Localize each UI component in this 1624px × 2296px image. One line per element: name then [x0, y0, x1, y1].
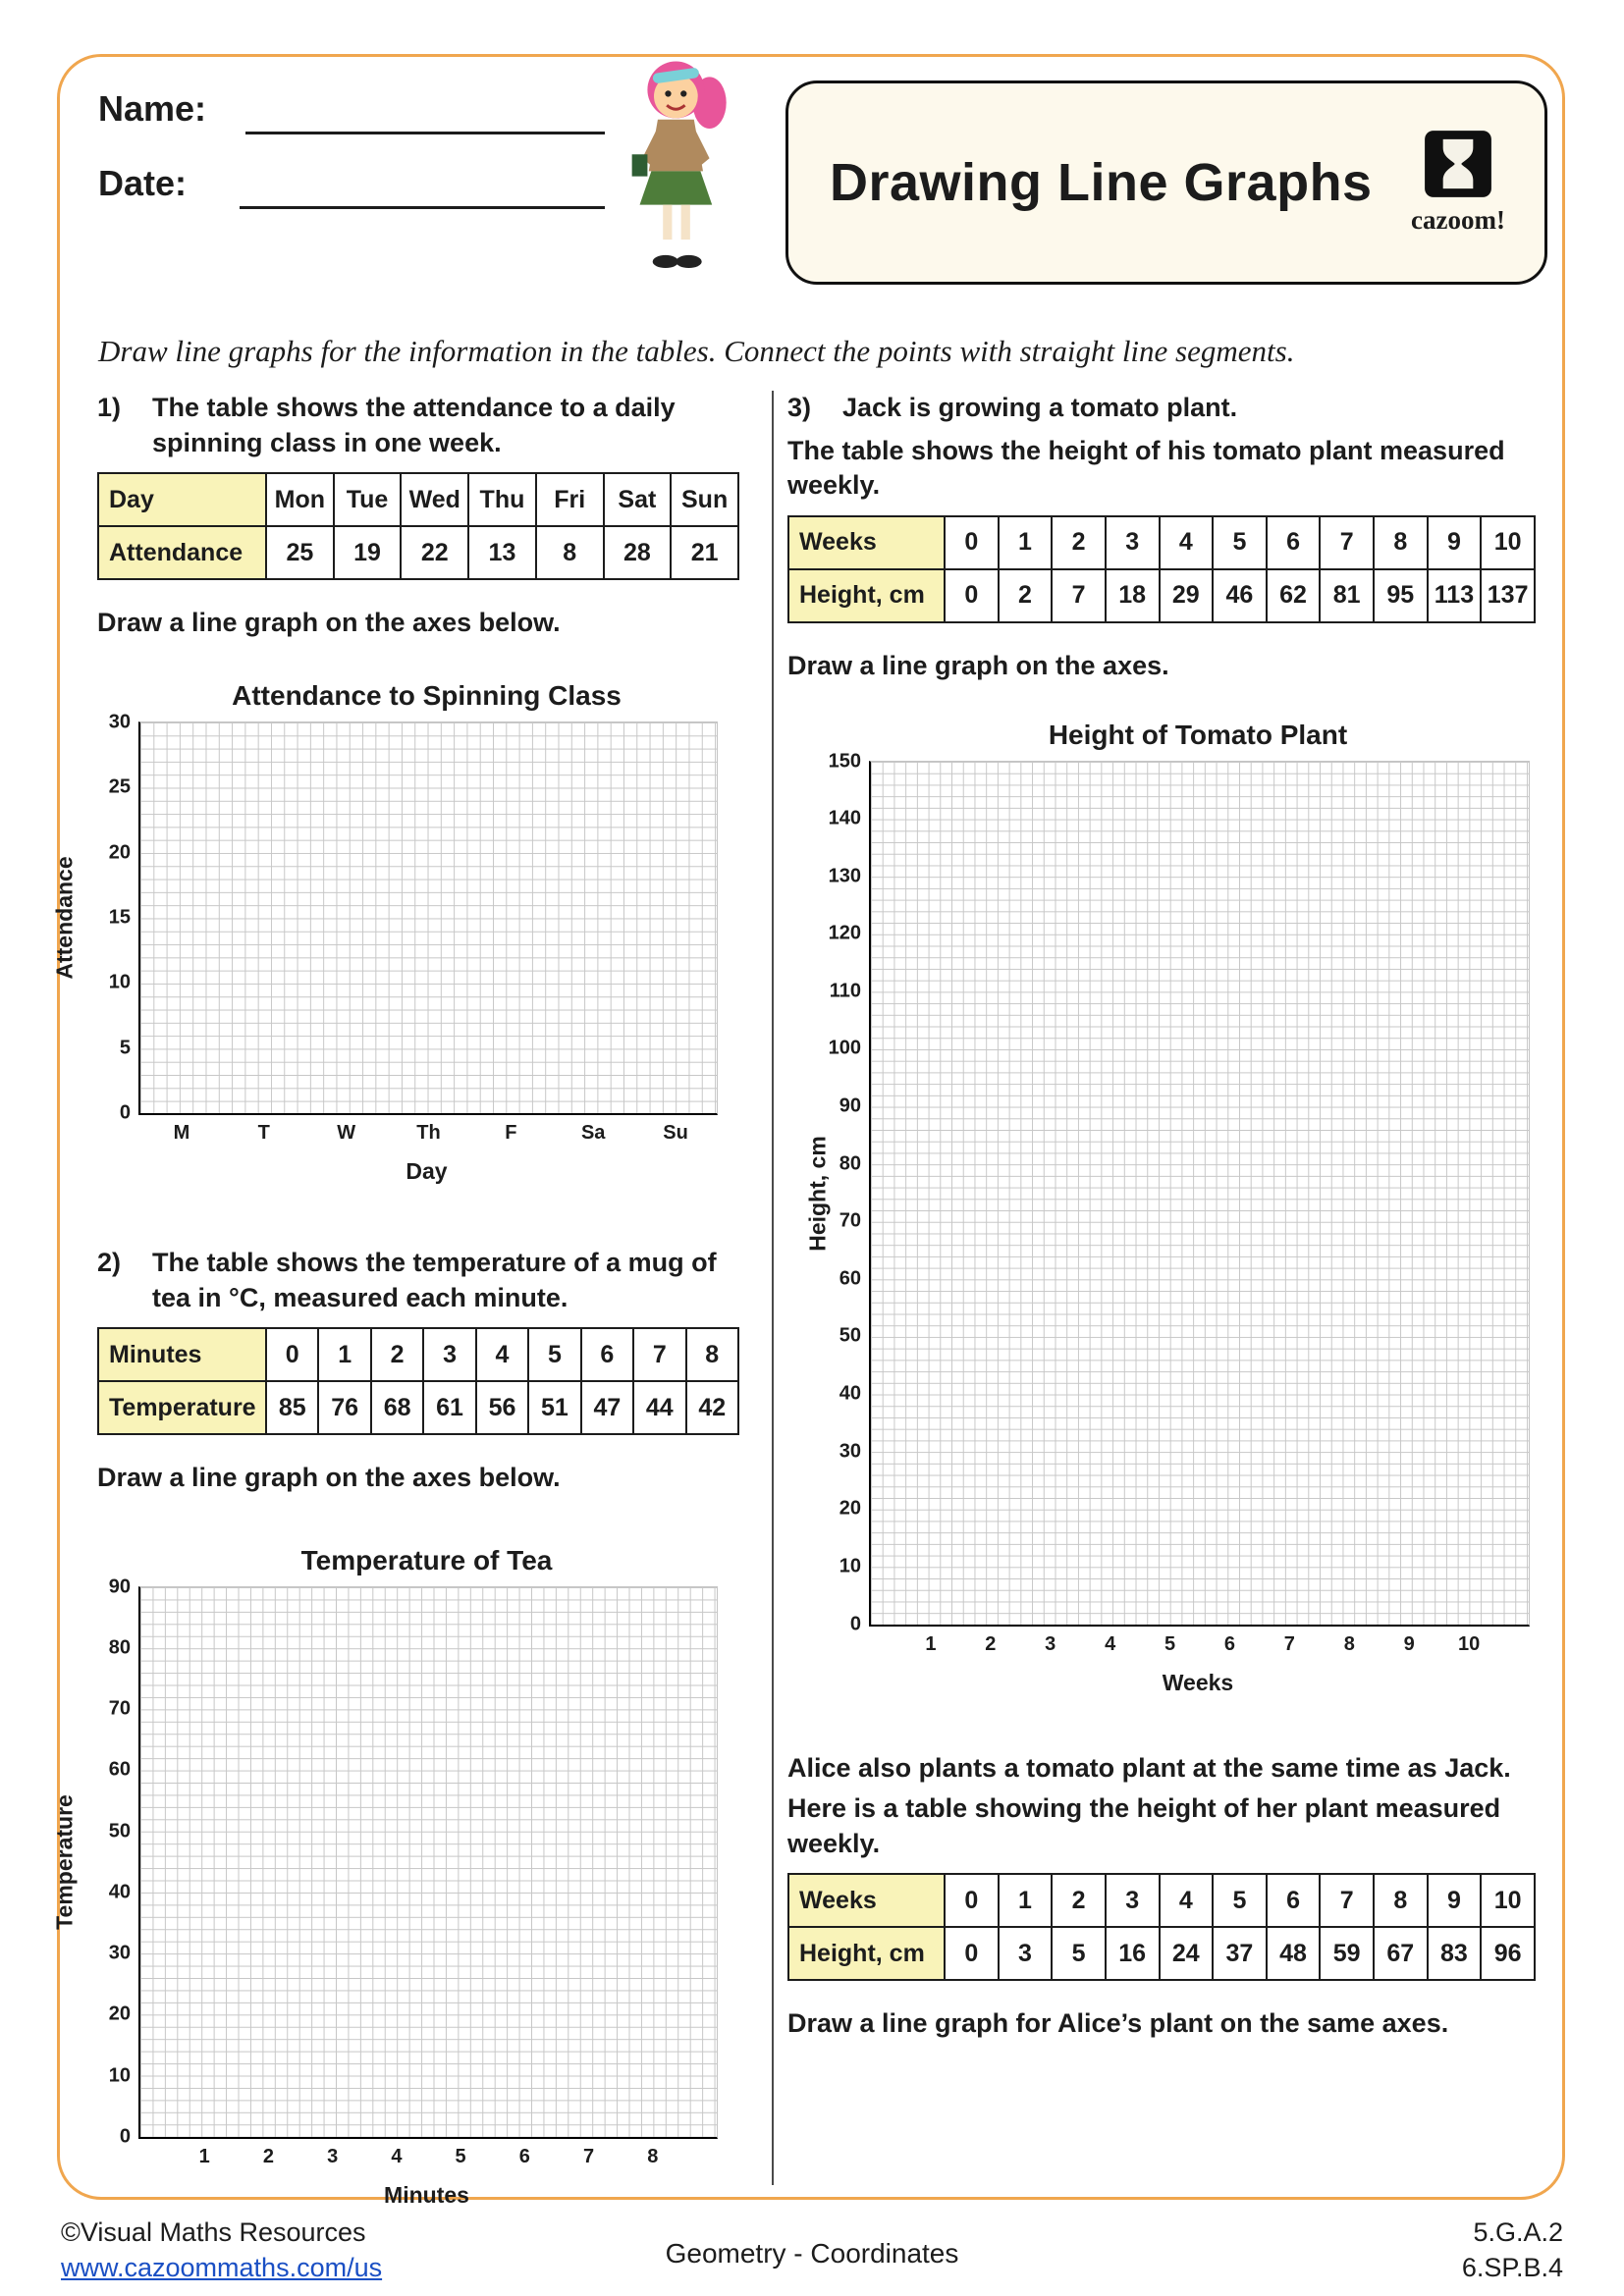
left-column [51, 391, 743, 2209]
data-cell: 28 [604, 526, 672, 579]
data-cell: 62 [1267, 569, 1321, 622]
data-cell: 1 [999, 1874, 1053, 1927]
footer-standards [1462, 2215, 1563, 2286]
table-row [98, 473, 738, 526]
y-axis-title: Attendance [51, 856, 78, 980]
name-label: Name: [98, 88, 207, 129]
data-cell: 51 [528, 1381, 580, 1434]
data-cell: 7 [1320, 1874, 1374, 1927]
y-tick-label: 110 [829, 980, 861, 1002]
data-cell: 1 [999, 516, 1053, 569]
data-cell: 3 [1106, 516, 1160, 569]
data-cell: 3 [999, 1927, 1053, 1980]
x-tick-label: 2 [262, 2145, 274, 2167]
x-tick-label: F [505, 1121, 517, 1144]
question-1-draw-instruction: Draw a line graph on the axes below. [97, 608, 561, 638]
table-row [98, 1381, 738, 1434]
data-cell: 0 [945, 516, 999, 569]
tomato-chart-grid[interactable] [828, 750, 1530, 1655]
x-tick-label: T [257, 1121, 270, 1144]
chart-title: Height of Tomato Plant [1048, 719, 1348, 750]
row-header-cell: Height, cm [788, 569, 945, 622]
data-cell: 47 [581, 1381, 633, 1434]
temperature-table [97, 1327, 739, 1435]
y-tick-label: 20 [108, 841, 131, 864]
question-3-draw-instruction: Draw a line graph on the axes. [787, 650, 1169, 680]
y-tick-label: 100 [828, 1037, 861, 1059]
footer-standard-code-1: 5.G.A.2 [1473, 2217, 1563, 2247]
y-tick-label: 0 [849, 1613, 861, 1634]
data-cell: 96 [1481, 1927, 1535, 1980]
y-tick-label: 130 [828, 865, 861, 887]
alice-text-line1: Alice also plants a tomato plant at the same time as Jack. [787, 1752, 1511, 1783]
data-cell: 8 [536, 526, 604, 579]
data-cell: 59 [1320, 1927, 1374, 1980]
data-cell: 8 [1374, 516, 1428, 569]
data-cell: 9 [1428, 1874, 1482, 1927]
chart-title: Temperature of Tea [300, 1544, 553, 1575]
data-cell: 46 [1213, 569, 1267, 622]
data-cell: 85 [266, 1381, 318, 1434]
temperature-chart-grid[interactable] [108, 1575, 718, 2167]
data-cell: 5 [1213, 516, 1267, 569]
y-tick-label: 40 [839, 1382, 861, 1405]
footer-topic: Geometry - Coordinates [665, 2238, 959, 2269]
data-cell: 2 [1052, 516, 1106, 569]
y-tick-label: 30 [839, 1440, 861, 1463]
data-cell: 10 [1481, 516, 1535, 569]
data-cell: 8 [1374, 1874, 1428, 1927]
table-row [788, 1927, 1535, 1980]
alice-plant-table [787, 1873, 1536, 1981]
data-cell: 68 [371, 1381, 423, 1434]
question-3-text: Jack is growing a tomato plant. [842, 393, 1238, 422]
data-cell: 7 [633, 1328, 685, 1381]
data-cell: 16 [1106, 1927, 1160, 1980]
y-tick-label: 25 [108, 775, 131, 798]
x-tick-label: 1 [198, 2145, 210, 2167]
data-cell: 5 [1213, 1874, 1267, 1927]
data-cell: 37 [1213, 1927, 1267, 1980]
question-1-number: 1) [97, 393, 122, 422]
row-header-cell: Temperature [98, 1381, 266, 1434]
y-tick-label: 10 [839, 1555, 861, 1577]
data-cell: 4 [1160, 1874, 1214, 1927]
table-row [98, 526, 738, 579]
y-tick-label: 150 [828, 750, 861, 772]
row-header-cell: Day [98, 473, 266, 526]
y-tick-label: 80 [839, 1152, 861, 1175]
y-tick-label: 50 [108, 1820, 131, 1842]
x-tick-label: 6 [518, 2145, 530, 2167]
attendance-chart-grid[interactable] [108, 711, 718, 1144]
x-tick-label: 2 [985, 1632, 997, 1655]
data-cell: Wed [401, 473, 468, 526]
data-cell: 81 [1320, 569, 1374, 622]
data-cell: 1 [318, 1328, 370, 1381]
question-2-draw-instruction: Draw a line graph on the axes below. [97, 1463, 561, 1493]
y-tick-label: 10 [108, 2064, 131, 2087]
data-cell: 48 [1267, 1927, 1321, 1980]
footer-website-link[interactable]: www.cazoommaths.com/us [61, 2253, 383, 2283]
y-tick-label: 120 [828, 922, 861, 944]
data-cell: 0 [945, 1927, 999, 1980]
row-header-cell: Weeks [788, 1874, 945, 1927]
data-cell: Tue [334, 473, 402, 526]
data-cell: 6 [1267, 1874, 1321, 1927]
data-cell: 5 [528, 1328, 580, 1381]
date-blank-line [240, 173, 605, 209]
x-tick-label: 9 [1403, 1632, 1415, 1655]
x-tick-label: Su [663, 1121, 688, 1144]
data-cell: 76 [318, 1381, 370, 1434]
question-1 [97, 391, 743, 460]
data-cell: 25 [266, 526, 334, 579]
x-tick-label: 5 [1164, 1632, 1176, 1655]
data-cell: Sun [671, 473, 738, 526]
data-cell: 6 [581, 1328, 633, 1381]
x-tick-label: W [337, 1121, 356, 1144]
data-cell: 18 [1106, 569, 1160, 622]
data-cell: 24 [1160, 1927, 1214, 1980]
attendance-table [97, 472, 739, 580]
column-divider [772, 391, 774, 2185]
question-3 [787, 391, 1536, 426]
row-header-cell: Attendance [98, 526, 266, 579]
y-tick-label: 0 [119, 1101, 131, 1124]
x-tick-label: M [173, 1121, 190, 1144]
footer-standard-code-2: 6.SP.B.4 [1461, 2253, 1563, 2283]
y-tick-label: 140 [828, 807, 861, 829]
data-cell: 137 [1481, 569, 1535, 622]
data-cell: Sat [604, 473, 672, 526]
data-cell: 9 [1428, 516, 1482, 569]
y-axis-title: Temperature [51, 1794, 78, 1931]
y-tick-label: 20 [839, 1497, 861, 1520]
y-tick-label: 90 [839, 1095, 861, 1117]
x-tick-label: 6 [1223, 1632, 1236, 1655]
data-cell: 7 [1052, 569, 1106, 622]
data-cell: 0 [945, 569, 999, 622]
footer-copyright: ©Visual Maths Resources [61, 2217, 366, 2247]
chart-title: Attendance to Spinning Class [232, 679, 622, 711]
cazoom-logo-icon [1424, 130, 1492, 203]
cazoom-logo [1399, 130, 1517, 236]
chart-temperature-of-tea [51, 1544, 743, 2209]
question-2-number: 2) [97, 1247, 122, 1277]
y-tick-label: 60 [839, 1267, 861, 1290]
x-tick-label: 7 [1283, 1632, 1295, 1655]
data-cell: Thu [468, 473, 536, 526]
data-cell: 67 [1374, 1927, 1428, 1980]
data-cell: 4 [1160, 516, 1214, 569]
y-tick-label: 30 [108, 1942, 131, 1964]
x-tick-label: 3 [327, 2145, 339, 2167]
x-tick-label: Sa [580, 1121, 606, 1144]
y-tick-label: 10 [108, 971, 131, 993]
data-cell: 0 [945, 1874, 999, 1927]
date-label: Date: [98, 163, 188, 203]
x-tick-label: 7 [582, 2145, 595, 2167]
data-cell: 0 [266, 1328, 318, 1381]
data-cell: 2 [999, 569, 1053, 622]
question-2 [97, 1246, 743, 1315]
question-1-text: The table shows the attendance to a daily spinning class in one week. [152, 393, 676, 457]
data-cell: 95 [1374, 569, 1428, 622]
x-tick-label: 5 [455, 2145, 466, 2167]
y-tick-label: 30 [108, 711, 131, 733]
worksheet-title: Drawing Line Graphs [830, 153, 1373, 212]
data-cell: 44 [633, 1381, 685, 1434]
x-tick-label: 8 [1343, 1632, 1355, 1655]
y-tick-label: 60 [108, 1758, 131, 1781]
data-cell: 3 [1106, 1874, 1160, 1927]
data-cell: 22 [401, 526, 468, 579]
table-row [788, 569, 1535, 622]
right-column [787, 391, 1536, 2042]
y-tick-label: 50 [839, 1324, 861, 1347]
data-cell: 42 [686, 1381, 739, 1434]
row-header-cell: Weeks [788, 516, 945, 569]
x-axis-title: Day [406, 1157, 448, 1184]
data-cell: Mon [266, 473, 334, 526]
data-cell: 56 [476, 1381, 528, 1434]
data-cell: 3 [423, 1328, 475, 1381]
student-girl-clipart [601, 51, 756, 301]
y-tick-label: 20 [108, 2002, 131, 2025]
data-cell: 4 [476, 1328, 528, 1381]
data-cell: 61 [423, 1381, 475, 1434]
x-axis-title: Weeks [1162, 1669, 1234, 1695]
x-tick-label: Th [416, 1121, 441, 1144]
data-cell: 10 [1481, 1874, 1535, 1927]
title-box [785, 80, 1547, 285]
y-tick-label: 40 [108, 1881, 131, 1903]
worksheet-instruction: Draw line graphs for the information in the tables. Connect the points with straight line segments. [98, 334, 1295, 368]
question-3-number: 3) [787, 393, 812, 422]
data-cell: 19 [334, 526, 402, 579]
x-tick-label: 10 [1457, 1632, 1481, 1655]
name-blank-line [245, 98, 605, 134]
data-cell: 113 [1428, 569, 1482, 622]
x-axis-title: Minutes [384, 2181, 469, 2208]
y-axis-title: Height, cm [804, 1135, 831, 1252]
data-cell: 5 [1052, 1927, 1106, 1980]
data-cell: 29 [1160, 569, 1214, 622]
row-header-cell: Minutes [98, 1328, 266, 1381]
data-cell: 8 [686, 1328, 739, 1381]
y-tick-label: 90 [108, 1575, 131, 1598]
data-cell: 6 [1267, 516, 1321, 569]
data-cell: 2 [371, 1328, 423, 1381]
y-tick-label: 15 [108, 906, 131, 929]
x-tick-label: 3 [1045, 1632, 1056, 1655]
data-cell: 2 [1052, 1874, 1106, 1927]
data-cell: 83 [1428, 1927, 1482, 1980]
y-tick-label: 70 [108, 1697, 131, 1720]
table-row [98, 1328, 738, 1381]
cazoom-logo-text: cazoom! [1411, 205, 1505, 235]
y-tick-label: 5 [119, 1037, 131, 1059]
table-row [788, 516, 1535, 569]
x-tick-label: 8 [647, 2145, 659, 2167]
jack-plant-table [787, 515, 1536, 623]
row-header-cell: Height, cm [788, 1927, 945, 1980]
data-cell: Fri [536, 473, 604, 526]
alice-draw-instruction: Draw a line graph for Alice’s plant on the same axes. [787, 2008, 1449, 2039]
chart-attendance-spinning-class [51, 679, 743, 1185]
data-cell: 13 [468, 526, 536, 579]
x-tick-label: 4 [1105, 1632, 1116, 1655]
y-tick-label: 0 [119, 2125, 131, 2148]
y-tick-label: 70 [839, 1209, 861, 1232]
x-tick-label: 4 [391, 2145, 403, 2167]
y-tick-label: 80 [108, 1636, 131, 1659]
x-tick-label: 1 [925, 1632, 937, 1655]
question-3-subtext: The table shows the height of his tomato plant measured weekly. [787, 435, 1505, 501]
alice-text-line2: Here is a table showing the height of her plant measured weekly. [787, 1793, 1501, 1858]
table-row [788, 1874, 1535, 1927]
data-cell: 21 [671, 526, 738, 579]
chart-height-of-tomato-plant [787, 720, 1536, 1696]
data-cell: 7 [1320, 516, 1374, 569]
question-2-text: The table shows the temperature of a mug of tea in °C, measured each minute. [152, 1247, 717, 1312]
